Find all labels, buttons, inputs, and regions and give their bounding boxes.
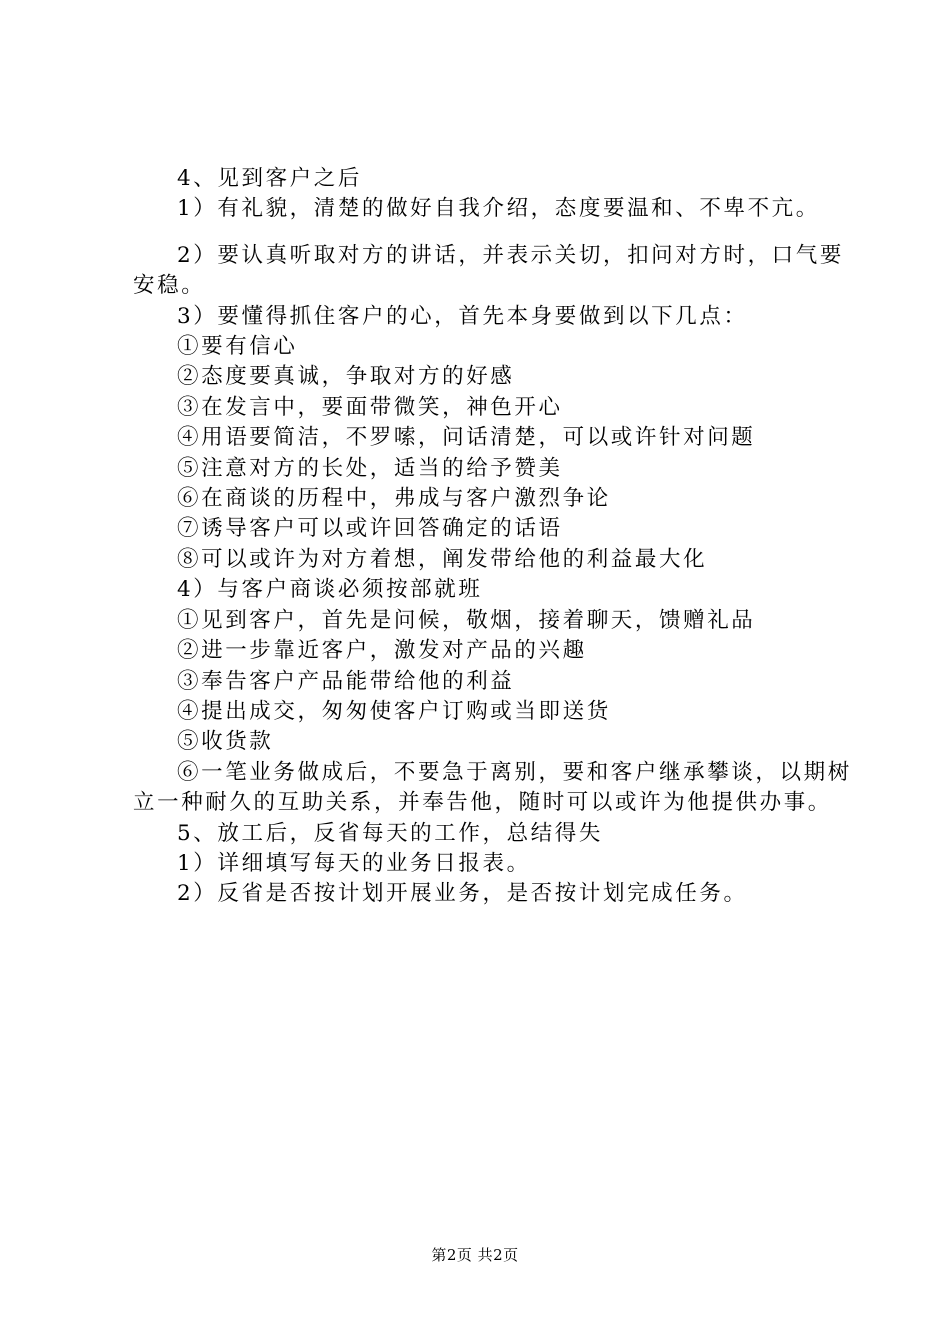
paragraph: 2）要认真听取对方的讲话，并表示关切，扣问对方时，口气要安稳。 <box>133 242 844 299</box>
list-item: ②态度要真诚，争取对方的好感 <box>177 364 515 390</box>
list-item: ④用语要简洁，不罗嗦，问话清楚，可以或许针对问题 <box>177 425 756 451</box>
page-footer: 第2页 共2页 <box>431 1246 519 1264</box>
list-item: ①见到客户，首先是问候，敬烟，接着聊天，馈赠礼品 <box>177 607 756 633</box>
list-item: ⑥一笔业务做成后，不要急于离别，要和客户继承攀谈，以期树立一种耐久的互助关系，并奉告他，随时可以或许为他提供办事。 <box>133 759 852 816</box>
list-item: ④提出成交，匆匆使客户订购或当即送货 <box>177 698 611 724</box>
section-heading: 4、见到客户之后 <box>177 166 362 191</box>
paragraph: 2）反省是否按计划开展业务，是否按计划完成任务。 <box>177 881 748 907</box>
paragraph: 1）有礼貌，清楚的做好自我介绍，态度要温和、不卑不亢。 <box>177 196 820 222</box>
list-item: ③在发言中，要面带微笑，神色开心 <box>177 394 563 420</box>
list-item: ⑥在商谈的历程中，弗成与客户激烈争论 <box>177 486 611 512</box>
list-item: ⑧可以或许为对方着想，阐发带给他的利益最大化 <box>177 546 708 572</box>
document-body <box>133 164 853 910</box>
list-item: ③奉告客户产品能带给他的利益 <box>177 668 515 694</box>
list-item: ⑤收货款 <box>177 729 274 755</box>
list-item: ①要有信心 <box>177 334 298 360</box>
paragraph: 4）与客户商谈必须按部就班 <box>177 577 483 603</box>
list-item: ⑦诱导客户可以或许回答确定的话语 <box>177 516 563 542</box>
paragraph: 1）详细填写每天的业务日报表。 <box>177 850 531 876</box>
list-item: ⑤注意对方的长处，适当的给予赞美 <box>177 455 563 481</box>
list-item: ②进一步靠近客户，激发对产品的兴趣 <box>177 638 587 664</box>
paragraph: 3）要懂得抓住客户的心，首先本身要做到以下几点： <box>177 303 748 329</box>
section-heading: 5、放工后，反省每天的工作，总结得失 <box>177 820 603 846</box>
